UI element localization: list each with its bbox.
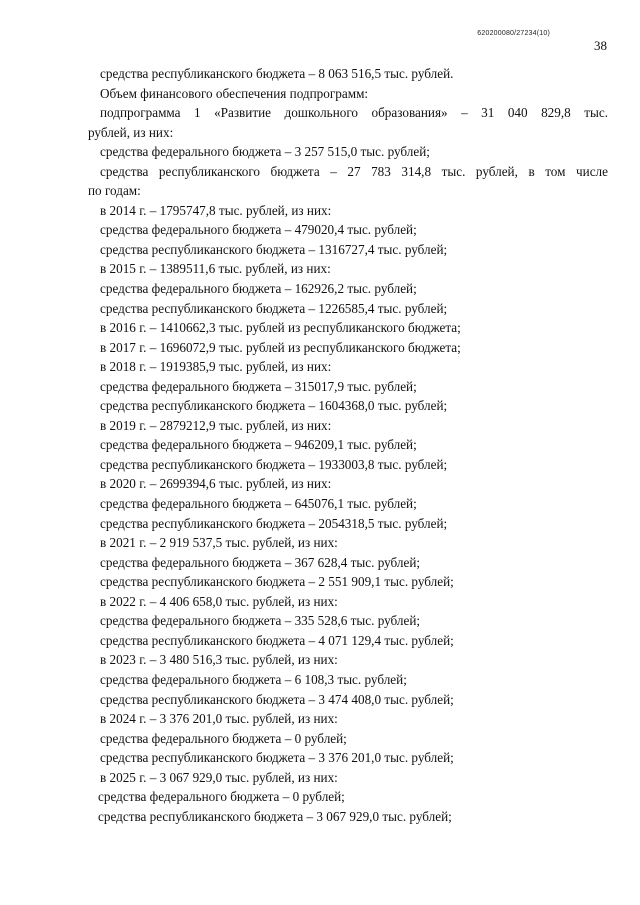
text-line: в 2025 г. – 3 067 929,0 тыс. рублей, из них: — [100, 769, 338, 785]
text-line: подпрограмма 1 «Развитие дошкольного образования» – 31 040 829,8 тыс. — [100, 105, 608, 121]
text-line: в 2023 г. – 3 480 516,3 тыс. рублей, из них: — [100, 652, 338, 668]
document-body — [88, 64, 608, 826]
text-line: средства республиканского бюджета – 8 063 516,5 тыс. рублей. — [100, 66, 454, 81]
text-line: Объем финансового обеспечения подпрограмм: — [100, 85, 369, 101]
text-line: в 2014 г. – 1795747,8 тыс. рублей, из них: — [100, 202, 332, 218]
text-line: средства федерального бюджета – 3 257 515,0 тыс. рублей; — [100, 144, 430, 160]
text-line: средства федерального бюджета – 335 528,6 тыс. рублей; — [100, 613, 421, 629]
text-line: в 2018 г. – 1919385,9 тыс. рублей, из них: — [100, 359, 332, 375]
text-line: средства республиканского бюджета – 4 071 129,4 тыс. рублей; — [100, 632, 454, 648]
document-code: 620200080/27234(10) — [477, 30, 550, 37]
text-line: в 2024 г. – 3 376 201,0 тыс. рублей, из них: — [100, 711, 338, 727]
text-line: средства республиканского бюджета – 1933003,8 тыс. рублей; — [100, 456, 448, 472]
text-line: в 2020 г. – 2699394,6 тыс. рублей, из них: — [100, 476, 332, 492]
text-line: в 2017 г. – 1696072,9 тыс. рублей из республиканского бюджета; — [100, 339, 461, 355]
text-line: средства федерального бюджета – 479020,4 тыс. рублей; — [100, 222, 417, 238]
text-line: в 2022 г. – 4 406 658,0 тыс. рублей, из них: — [100, 593, 338, 609]
text-line: в 2015 г. – 1389511,6 тыс. рублей, из них: — [100, 261, 331, 277]
page-number: 38 — [594, 38, 607, 53]
text-line: средства федерального бюджета – 946209,1 тыс. рублей; — [100, 437, 417, 453]
text-line: средства федерального бюджета – 162926,2 тыс. рублей; — [100, 281, 417, 297]
text-line: средства республиканского бюджета – 1226585,4 тыс. рублей; — [100, 300, 448, 316]
text-line: в 2016 г. – 1410662,3 тыс. рублей из республиканского бюджета; — [100, 320, 461, 336]
text-line: средства федерального бюджета – 0 рублей; — [98, 789, 345, 805]
text-line: средства республиканского бюджета – 2 551 909,1 тыс. рублей; — [100, 574, 454, 590]
text-line: средства республиканского бюджета – 3 474 408,0 тыс. рублей; — [100, 691, 454, 707]
text-line: средства республиканского бюджета – 1316727,4 тыс. рублей; — [100, 241, 448, 257]
text-line: средства республиканского бюджета – 3 376 201,0 тыс. рублей; — [100, 750, 454, 766]
text-line: средства федерального бюджета – 645076,1 тыс. рублей; — [100, 496, 417, 512]
text-line: в 2021 г. – 2 919 537,5 тыс. рублей, из них: — [100, 535, 338, 551]
text-line: средства федерального бюджета – 0 рублей; — [100, 730, 347, 746]
text-line: по годам: — [88, 183, 141, 199]
text-line: средства республиканского бюджета – 27 783 314,8 тыс. рублей, в том числе — [100, 163, 608, 179]
text-line: средства федерального бюджета – 367 628,4 тыс. рублей; — [100, 554, 421, 570]
text-line: средства республиканского бюджета – 3 067 929,0 тыс. рублей; — [98, 808, 452, 824]
text-line: средства федерального бюджета – 315017,9 тыс. рублей; — [100, 378, 417, 394]
text-line: средства республиканского бюджета – 2054318,5 тыс. рублей; — [100, 515, 448, 531]
text-line: средства республиканского бюджета – 1604368,0 тыс. рублей; — [100, 398, 448, 414]
text-line: рублей, из них: — [88, 124, 174, 140]
text-line: в 2019 г. – 2879212,9 тыс. рублей, из них: — [100, 417, 332, 433]
text-line: средства федерального бюджета – 6 108,3 тыс. рублей; — [100, 671, 407, 687]
